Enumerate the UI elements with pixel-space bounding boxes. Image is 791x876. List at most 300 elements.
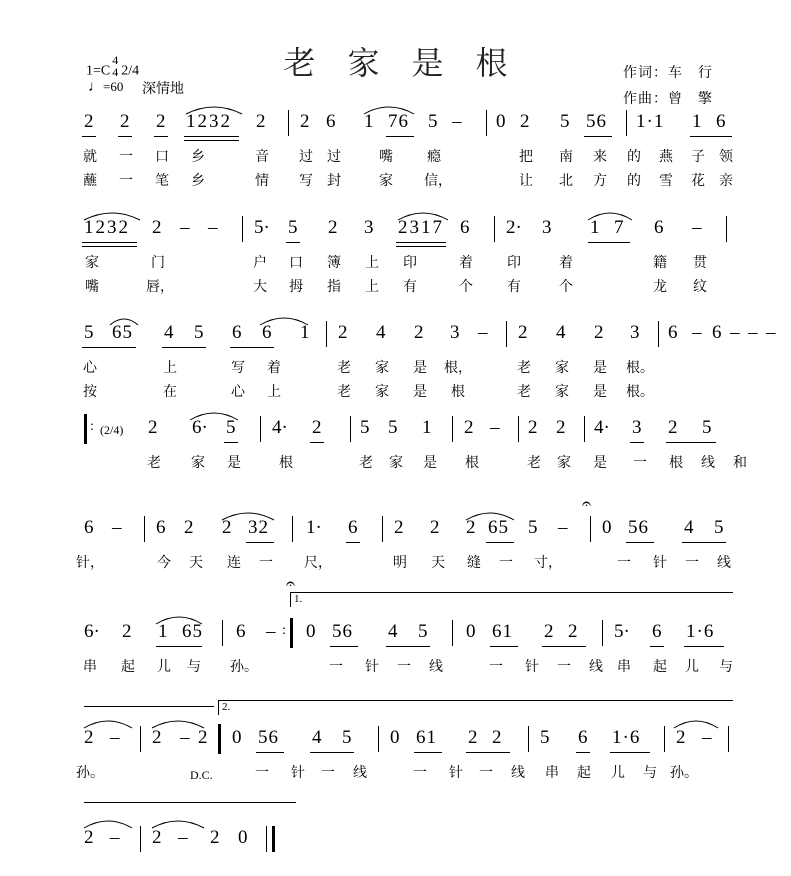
slur	[362, 102, 416, 116]
lyric-syllable: 今	[157, 556, 171, 571]
lyric-syllable: 着	[459, 256, 473, 271]
note: 2	[210, 827, 220, 848]
lyric-syllable: 一	[119, 150, 133, 165]
note: –	[692, 217, 702, 238]
note: 2	[394, 517, 404, 538]
lyric-syllable: 针，	[76, 556, 104, 571]
lyric-syllable: 老	[517, 385, 531, 400]
note: 3	[542, 217, 552, 238]
lyric-syllable: 是	[593, 456, 607, 471]
note: 2	[492, 727, 502, 748]
lyric-syllable: 家	[555, 361, 569, 376]
lyric-syllable: 一	[119, 174, 133, 189]
note-group: 56	[332, 621, 353, 642]
lyric-syllable: 家	[191, 456, 205, 471]
lyric-syllable: 个	[559, 280, 573, 295]
note-group: 1232	[84, 217, 130, 238]
key-signature	[86, 55, 139, 79]
note: 2	[528, 417, 538, 438]
fermata-icon: 𝄐	[286, 576, 295, 593]
lyric-syllable: 嘴	[85, 280, 99, 295]
lyric-syllable: 有	[507, 280, 521, 295]
note: 2	[152, 827, 162, 848]
note-group: 76	[388, 111, 409, 132]
music-system-1	[0, 112, 791, 212]
note: 5·	[254, 217, 270, 238]
note-row	[0, 728, 791, 762]
lyric-syllable: 线	[511, 766, 525, 781]
lyric-line-2	[0, 170, 791, 190]
note: 2	[676, 727, 686, 748]
note: 5	[226, 417, 236, 438]
lyric-syllable: 儿	[157, 660, 171, 675]
note: 2	[256, 111, 266, 132]
note: 2	[152, 727, 162, 748]
note: 6	[156, 517, 166, 538]
fermata-icon: 𝄐	[582, 496, 591, 513]
note: –	[490, 417, 500, 438]
note: 2	[84, 727, 94, 748]
slur	[464, 508, 516, 522]
lyric-syllable: 印	[403, 256, 417, 271]
lyric-syllable: 儿	[685, 660, 699, 675]
note: 5	[560, 111, 570, 132]
note: 5	[714, 517, 724, 538]
note: 1	[590, 217, 600, 238]
lyric-syllable: 针	[365, 660, 379, 675]
note: 7	[614, 217, 624, 238]
lyric-syllable: 一	[413, 766, 427, 781]
lyric-syllable: 针	[525, 660, 539, 675]
note: 2	[120, 111, 130, 132]
lyric-syllable: 一	[321, 766, 335, 781]
note: 5	[702, 417, 712, 438]
meter-bottom: 4	[112, 65, 119, 80]
lyric-syllable: 一	[617, 556, 631, 571]
lyric-syllable: 按	[83, 385, 97, 400]
lyric-syllable: 老	[147, 456, 161, 471]
note-group: 65	[182, 621, 203, 642]
slur	[150, 716, 206, 730]
note-row	[0, 418, 791, 452]
lyric-syllable: 南	[559, 150, 573, 165]
note-group: 61	[492, 621, 513, 642]
lyric-syllable: 一	[259, 556, 273, 571]
lyric-syllable: 个	[459, 280, 473, 295]
note: 2	[312, 417, 322, 438]
lyric-syllable: 纹	[693, 280, 707, 295]
lyric-syllable: 的	[627, 174, 641, 189]
expression-marking: 深情地	[142, 82, 184, 97]
note: 5	[84, 322, 94, 343]
note: 3	[364, 217, 374, 238]
note: 2	[222, 517, 232, 538]
lyric-syllable: 线	[589, 660, 603, 675]
slur	[108, 313, 140, 327]
note-group: 1·6	[686, 621, 715, 642]
note: 2	[328, 217, 338, 238]
lyric-syllable: 缝	[467, 556, 481, 571]
lyric-syllable: 北	[559, 174, 573, 189]
lyric-line-1	[0, 452, 791, 472]
lyric-syllable: 根，	[444, 361, 472, 376]
slur	[672, 716, 720, 730]
lyric-syllable: 上	[365, 256, 379, 271]
lyric-syllable: 口	[289, 256, 303, 271]
meter-change: (2/4)	[100, 423, 124, 437]
lyric-syllable: 串	[545, 766, 559, 781]
note: 2	[338, 322, 348, 343]
lyric-syllable: 乡	[191, 150, 205, 165]
note: 3	[632, 417, 642, 438]
note: 6	[654, 217, 664, 238]
lyric-syllable: 针	[291, 766, 305, 781]
note: 5	[540, 727, 550, 748]
music-system-4	[0, 418, 791, 518]
note: –	[702, 727, 712, 748]
lyric-syllable: 有	[403, 280, 417, 295]
note: 6	[84, 517, 94, 538]
lyric-syllable: 籍	[653, 256, 667, 271]
note: 6	[262, 322, 272, 343]
lyric-syllable: 根	[451, 385, 465, 400]
repeat-sign: :	[282, 623, 286, 638]
lyric-syllable: 着	[267, 361, 281, 376]
note: 1	[422, 417, 432, 438]
note: 2	[84, 827, 94, 848]
lyric-syllable: 天	[189, 556, 203, 571]
note: 1	[300, 322, 310, 343]
lyric-syllable: 写	[299, 174, 313, 189]
composer-credit: 作曲：曾 擎	[623, 92, 713, 107]
note: 4·	[594, 417, 610, 438]
lyric-syllable: 一	[255, 766, 269, 781]
note: 2	[414, 322, 424, 343]
time-signature	[112, 55, 118, 79]
note: 2·	[506, 217, 522, 238]
note-group: 56	[586, 111, 607, 132]
note: 1	[364, 111, 374, 132]
note: –	[178, 827, 188, 848]
note: 1	[158, 621, 168, 642]
slur	[82, 208, 142, 222]
lyric-syllable: 门	[151, 256, 165, 271]
note: 2	[300, 111, 310, 132]
slur	[586, 208, 634, 222]
lyric-syllable: 信，	[424, 174, 452, 189]
music-system-3	[0, 323, 791, 423]
music-system-2	[0, 218, 791, 318]
lyric-syllable: 子	[691, 150, 705, 165]
tempo-value: =60	[103, 79, 124, 94]
note-group: 1·1	[636, 111, 665, 132]
first-ending-bracket	[290, 592, 733, 607]
lyric-syllable: 孙。	[76, 766, 104, 781]
lyric-syllable: 花	[691, 174, 705, 189]
lyric-syllable: 家	[85, 256, 99, 271]
note-group: 56	[628, 517, 649, 538]
lyric-line-1	[0, 252, 791, 272]
lyric-syllable: 根。	[626, 361, 654, 376]
page-title: 老 家 是 根	[283, 45, 520, 81]
lyric-syllable: 线	[717, 556, 731, 571]
slur	[184, 102, 244, 116]
note: 2	[466, 517, 476, 538]
lyric-syllable: 着	[559, 256, 573, 271]
note-group: 2317	[398, 217, 444, 238]
lyric-syllable: 是	[413, 385, 427, 400]
note: –	[110, 827, 120, 848]
lyric-syllable: 领	[719, 150, 733, 165]
lyric-syllable: 一	[499, 556, 513, 571]
note-group: 1·6	[612, 727, 641, 748]
lyric-syllable: 口	[155, 150, 169, 165]
lyric-syllable: 家	[379, 174, 393, 189]
lyric-syllable: 亲	[719, 174, 733, 189]
lyric-syllable: 让	[519, 174, 533, 189]
note: –	[208, 217, 218, 238]
lyric-syllable: 家	[557, 456, 571, 471]
lyric-syllable: 老	[359, 456, 373, 471]
lyric-syllable: 线	[429, 660, 443, 675]
lyric-syllable: 把	[519, 150, 533, 165]
lyric-syllable: 一	[397, 660, 411, 675]
note: 5	[428, 111, 438, 132]
lyric-syllable: 老	[337, 385, 351, 400]
lyric-syllable: 心	[83, 361, 97, 376]
dc-marking: D.C.	[190, 768, 213, 782]
note-group: 1232	[186, 111, 232, 132]
note: –	[478, 322, 488, 343]
lyric-syllable: 龙	[653, 280, 667, 295]
lyric-syllable: 与	[187, 660, 201, 675]
lyric-syllable: 一	[329, 660, 343, 675]
note: –	[180, 217, 190, 238]
note: 6·	[84, 621, 100, 642]
note: 4	[312, 727, 322, 748]
music-system-8	[0, 812, 791, 872]
note: 4	[556, 322, 566, 343]
lyric-syllable: 是	[413, 361, 427, 376]
note: –	[266, 621, 276, 642]
lyric-syllable: 明	[393, 556, 407, 571]
lyric-syllable: 上	[267, 385, 281, 400]
note: 2	[430, 517, 440, 538]
lyric-syllable: 根	[279, 456, 293, 471]
lyric-syllable: 户	[253, 256, 267, 271]
lyric-syllable: 家	[375, 385, 389, 400]
note: 5	[288, 217, 298, 238]
meter-alt: 2/4	[121, 63, 140, 79]
note: –	[692, 322, 702, 343]
lyric-syllable: 簿	[327, 256, 341, 271]
slur	[150, 816, 206, 830]
lyric-syllable: 起	[653, 660, 667, 675]
note: 6·	[192, 417, 208, 438]
lyric-syllable: 尺，	[304, 556, 332, 571]
lyric-syllable: 拇	[289, 280, 303, 295]
lyric-syllable: 唇，	[146, 280, 174, 295]
note: 6	[712, 322, 722, 343]
lyric-syllable: 写	[231, 361, 245, 376]
note: 6	[326, 111, 336, 132]
lyric-syllable: 封	[327, 174, 341, 189]
note: 2	[152, 217, 162, 238]
rest: 0	[602, 517, 612, 538]
note: 6	[652, 621, 662, 642]
second-ending-bracket	[218, 700, 733, 715]
note: –	[112, 517, 122, 538]
lyric-syllable: 指	[327, 280, 341, 295]
rest: 0	[306, 621, 316, 642]
lyric-syllable: 是	[227, 456, 241, 471]
note: –	[766, 322, 776, 343]
note: 2	[568, 621, 578, 642]
lyric-syllable: 孙。	[670, 766, 698, 781]
lyric-syllable: 老	[517, 361, 531, 376]
note: 5·	[614, 621, 630, 642]
lyric-syllable: 一	[685, 556, 699, 571]
lyric-syllable: 就	[83, 150, 97, 165]
note: 0	[238, 827, 248, 848]
lyric-syllable: 燕	[659, 150, 673, 165]
lyric-syllable: 天	[431, 556, 445, 571]
note-row	[0, 812, 791, 846]
lyric-line-1	[0, 146, 791, 166]
lyric-line-1	[0, 357, 791, 377]
lyric-syllable: 根	[465, 456, 479, 471]
note: 2	[468, 727, 478, 748]
quarter-note-icon: ♩	[88, 79, 103, 95]
note: 3	[630, 322, 640, 343]
slur	[396, 208, 450, 222]
note: 2	[122, 621, 132, 642]
note: 6	[460, 217, 470, 238]
note-row	[0, 496, 791, 552]
lyric-syllable: 上	[163, 361, 177, 376]
lyric-syllable: 根	[669, 456, 683, 471]
note: 5	[342, 727, 352, 748]
note: 2	[464, 417, 474, 438]
note-row	[0, 622, 791, 656]
note: 2	[518, 322, 528, 343]
note: 6	[716, 111, 726, 132]
lyric-line-1	[0, 762, 791, 782]
lyric-syllable: 老	[337, 361, 351, 376]
lyric-syllable: 家	[555, 385, 569, 400]
lyric-syllable: 针	[449, 766, 463, 781]
lyric-syllable: 心	[231, 385, 245, 400]
note: 2	[148, 417, 158, 438]
note: 4	[684, 517, 694, 538]
note: 2	[544, 621, 554, 642]
lyric-syllable: 家	[375, 361, 389, 376]
lyric-syllable: 是	[423, 456, 437, 471]
lyric-syllable: 雪	[659, 174, 673, 189]
lyric-syllable: 孙。	[230, 660, 258, 675]
note: 4	[376, 322, 386, 343]
lyric-syllable: 蘸	[83, 174, 97, 189]
note: 5	[360, 417, 370, 438]
lyric-syllable: 过	[299, 150, 313, 165]
key-label: 1=C	[86, 63, 111, 79]
lyric-syllable: 串	[617, 660, 631, 675]
lyric-syllable: 乡	[191, 174, 205, 189]
note: 2	[668, 417, 678, 438]
note: –	[110, 727, 120, 748]
lyric-line-2	[0, 276, 791, 296]
ending-label: 2.	[222, 701, 231, 713]
note: 2	[594, 322, 604, 343]
note: 5	[528, 517, 538, 538]
lyric-syllable: 印	[507, 256, 521, 271]
note: 2	[84, 111, 94, 132]
slur	[188, 408, 240, 422]
note: –	[452, 111, 462, 132]
lyric-syllable: 是	[593, 361, 607, 376]
note-group: 65	[112, 322, 133, 343]
note: 6	[236, 621, 246, 642]
lyric-syllable: 根。	[626, 385, 654, 400]
meter-top: 4	[112, 53, 119, 67]
lyric-syllable: 笔	[155, 174, 169, 189]
note: 5	[388, 417, 398, 438]
note-row	[0, 323, 791, 357]
note: 1·	[306, 517, 322, 538]
note: 1	[692, 111, 702, 132]
lyric-syllable: 大	[253, 280, 267, 295]
lyric-syllable: 方	[593, 174, 607, 189]
note: –	[180, 727, 190, 748]
note-group: 32	[248, 517, 269, 538]
note: 2	[184, 517, 194, 538]
lyric-syllable: 一	[479, 766, 493, 781]
note: 4	[388, 621, 398, 642]
lyric-syllable: 线	[353, 766, 367, 781]
note: –	[558, 517, 568, 538]
rest: 0	[496, 111, 506, 132]
note: 6	[232, 322, 242, 343]
note: –	[730, 322, 740, 343]
note: 6	[348, 517, 358, 538]
note: 4	[164, 322, 174, 343]
note: 2	[556, 417, 566, 438]
repeat-sign: :	[90, 419, 94, 434]
note: –	[748, 322, 758, 343]
lyric-line-1	[0, 552, 791, 572]
lyric-line-2	[0, 381, 791, 401]
lyric-syllable: 音	[255, 150, 269, 165]
note: 6	[668, 322, 678, 343]
lyric-syllable: 串	[83, 660, 97, 675]
lyric-syllable: 一	[633, 456, 647, 471]
lyricist-credit: 作词：车 行	[623, 66, 713, 81]
lyric-syllable: 贯	[693, 256, 707, 271]
lyric-syllable: 瘾	[427, 150, 441, 165]
note: 4·	[272, 417, 288, 438]
lyric-syllable: 和	[733, 456, 747, 471]
note-row	[0, 218, 791, 252]
lyric-syllable: 的	[627, 150, 641, 165]
lyric-syllable: 线	[701, 456, 715, 471]
lyric-syllable: 一	[489, 660, 503, 675]
slur	[220, 508, 276, 522]
lyric-syllable: 起	[577, 766, 591, 781]
note-group: 61	[416, 727, 437, 748]
rest: 0	[390, 727, 400, 748]
lyric-syllable: 儿	[611, 766, 625, 781]
lyric-syllable: 家	[389, 456, 403, 471]
